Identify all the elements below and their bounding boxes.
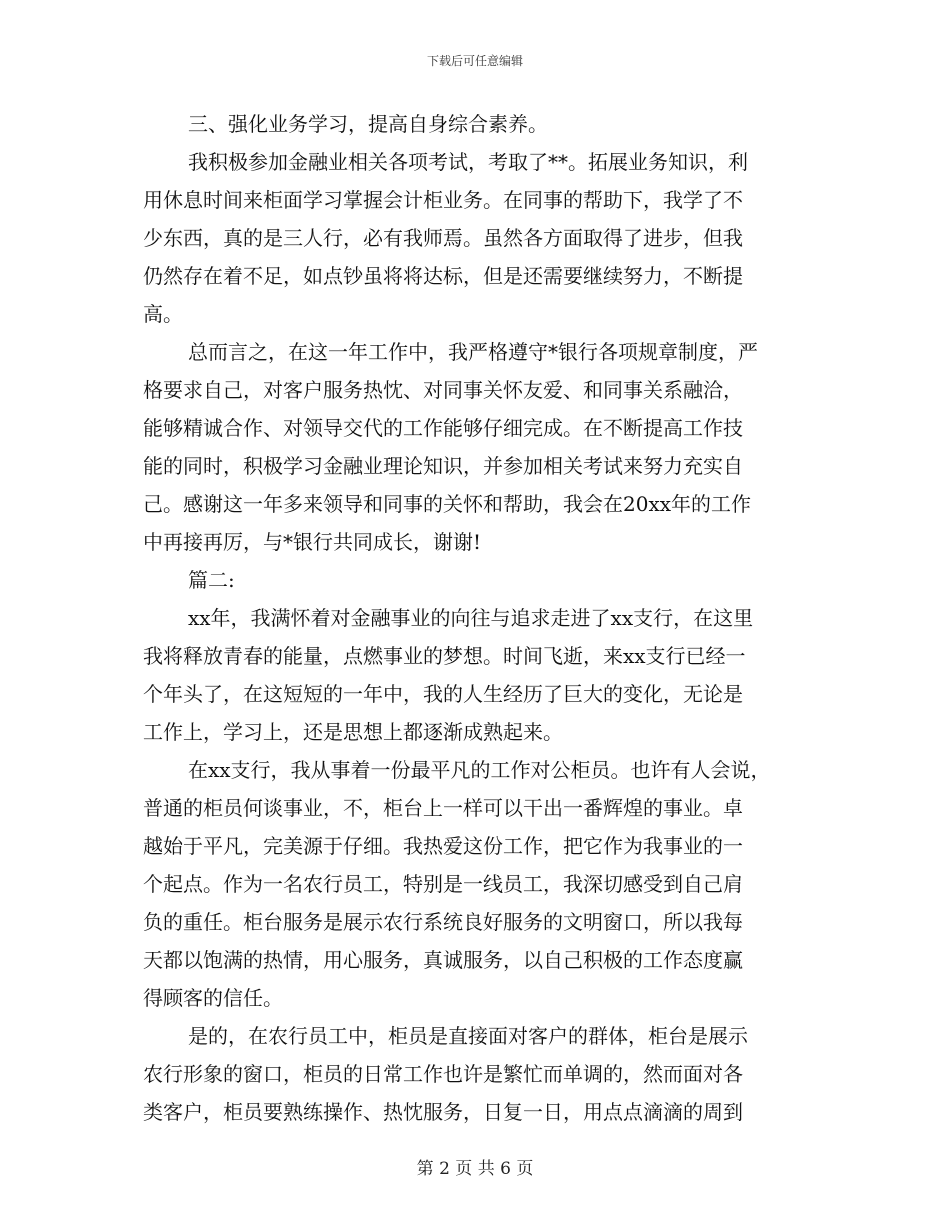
paragraph-line: 我将释放青春的能量，点燃事业的梦想。时间飞逝，来xx支行已经一 — [143, 644, 746, 668]
paragraph-line: 我积极参加金融业相关各项考试，考取了**。拓展业务知识，利 — [188, 150, 748, 174]
paragraph-line: 能的同时，积极学习金融业理论知识，并参加相关考试来努力充实自 — [143, 454, 743, 478]
paragraph-line: 天都以饱满的热情，用心服务，真诚服务，以自己积极的工作态度赢 — [143, 948, 743, 972]
paragraph-line: 格要求自己，对客户服务热忱、对同事关怀友爱、和同事关系融洽， — [143, 378, 743, 402]
paragraph-line: 中再接再厉，与*银行共同成长，谢谢! — [143, 530, 482, 554]
paragraph-line: 仍然存在着不足，如点钞虽将将达标，但是还需要继续努力，不断提 — [143, 264, 743, 288]
page-header-note: 下载后可任意编辑 — [426, 54, 523, 68]
paragraph-line: 少东西，真的是三人行，必有我师焉。虽然各方面取得了进步，但我 — [143, 226, 743, 250]
paragraph-line: 农行形象的窗口，柜员的日常工作也许是繁忙而单调的，然而面对各 — [143, 1062, 743, 1086]
paragraph-line: 用休息时间来柜面学习掌握会计柜业务。在同事的帮助下，我学了不 — [143, 188, 743, 212]
paragraph-line: xx年，我满怀着对金融事业的向往与追求走进了xx支行，在这里 — [188, 606, 754, 630]
paragraph-line: 类客户，柜员要熟练操作、热忱服务，日复一日，用点点滴滴的周到 — [143, 1100, 743, 1124]
paragraph-line: 个起点。作为一名农行员工，特别是一线员工，我深切感受到自己肩 — [143, 872, 743, 896]
section-heading: 三、强化业务学习，提高自身综合素养。 — [188, 112, 548, 136]
page-number: 第 2 页 共 6 页 — [416, 1159, 534, 1179]
paragraph-line: 越始于平凡，完美源于仔细。我热爱这份工作，把它作为我事业的一 — [143, 834, 743, 858]
paragraph-line: 是的，在农行员工中，柜员是直接面对客户的群体，柜台是展示 — [188, 1024, 748, 1048]
section-heading: 篇二: — [188, 568, 235, 592]
paragraph-line: 己。感谢这一年多来领导和同事的关怀和帮助，我会在20xx年的工作 — [143, 492, 752, 516]
paragraph-line: 工作上，学习上，还是思想上都逐渐成熟起来。 — [143, 720, 563, 744]
paragraph-line: 普通的柜员何谈事业，不，柜台上一样可以干出一番辉煌的事业。卓 — [143, 796, 743, 820]
paragraph-line: 高。 — [143, 302, 183, 326]
paragraph-line: 负的重任。柜台服务是展示农行系统良好服务的文明窗口，所以我每 — [143, 910, 743, 934]
paragraph-line: 得顾客的信任。 — [143, 986, 283, 1010]
paragraph-line: 能够精诚合作、对领导交代的工作能够仔细完成。在不断提高工作技 — [143, 416, 743, 440]
paragraph-line: 总而言之，在这一年工作中，我严格遵守*银行各项规章制度，严 — [188, 340, 758, 364]
paragraph-line: 在xx支行，我从事着一份最平凡的工作对公柜员。也许有人会说， — [188, 758, 771, 782]
paragraph-line: 个年头了，在这短短的一年中，我的人生经历了巨大的变化，无论是 — [143, 682, 743, 706]
